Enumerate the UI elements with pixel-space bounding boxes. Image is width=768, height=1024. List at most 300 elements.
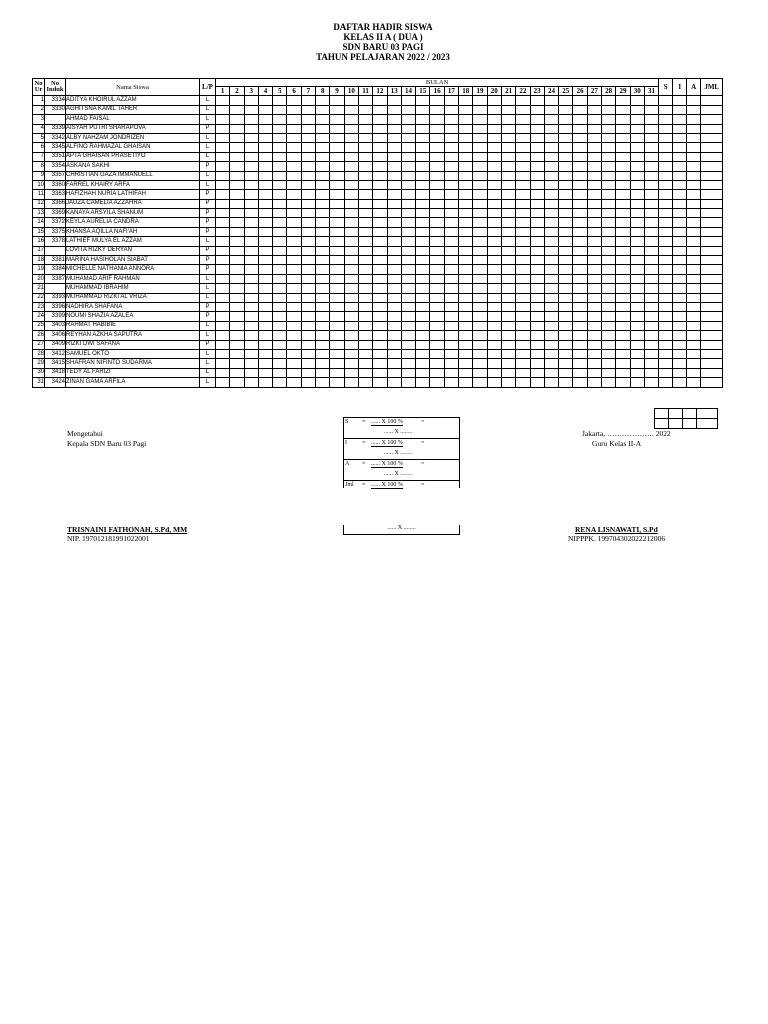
attendance-cell bbox=[301, 359, 315, 368]
day-header: 27 bbox=[587, 87, 601, 96]
attendance-cell bbox=[644, 256, 658, 265]
attendance-cell bbox=[287, 209, 301, 218]
total-count-cell bbox=[701, 237, 723, 246]
attendance-cell bbox=[559, 274, 573, 283]
attendance-cell bbox=[530, 105, 544, 114]
attendance-cell bbox=[587, 312, 601, 321]
attendance-cell bbox=[230, 321, 244, 330]
total-count-cell bbox=[701, 368, 723, 377]
student-induk: 3381 bbox=[45, 256, 66, 265]
attendance-cell bbox=[630, 265, 644, 274]
attendance-cell bbox=[344, 96, 358, 105]
attendance-cell bbox=[344, 227, 358, 236]
table-row bbox=[33, 378, 723, 387]
attendance-cell bbox=[487, 237, 501, 246]
attendance-cell bbox=[216, 237, 230, 246]
student-induk bbox=[45, 284, 66, 293]
absent-count-cell bbox=[687, 115, 701, 124]
attendance-cell bbox=[344, 143, 358, 152]
attendance-cell bbox=[644, 133, 658, 142]
attendance-cell bbox=[473, 246, 487, 255]
attendance-cell bbox=[430, 284, 444, 293]
attendance-cell bbox=[444, 105, 458, 114]
student-gender: P bbox=[200, 218, 216, 227]
attendance-cell bbox=[301, 293, 315, 302]
attendance-cell bbox=[487, 274, 501, 283]
attendance-cell bbox=[316, 199, 330, 208]
absent-count-cell bbox=[687, 227, 701, 236]
attendance-cell bbox=[530, 256, 544, 265]
attendance-cell bbox=[559, 171, 573, 180]
attendance-cell bbox=[230, 349, 244, 358]
attendance-cell bbox=[530, 331, 544, 340]
attendance-cell bbox=[516, 96, 530, 105]
attendance-cell bbox=[516, 359, 530, 368]
attendance-cell bbox=[444, 133, 458, 142]
attendance-cell bbox=[459, 227, 473, 236]
student-name: SHAFRAN NIFINTO SUDARMA bbox=[66, 359, 200, 368]
attendance-cell bbox=[401, 199, 415, 208]
attendance-cell bbox=[459, 218, 473, 227]
attendance-cell bbox=[487, 209, 501, 218]
attendance-cell bbox=[330, 368, 344, 377]
attendance-cell bbox=[459, 180, 473, 189]
attendance-cell bbox=[487, 368, 501, 377]
attendance-cell bbox=[473, 237, 487, 246]
attendance-cell bbox=[244, 133, 258, 142]
attendance-cell bbox=[430, 349, 444, 358]
table-row bbox=[33, 180, 723, 189]
permit-count-cell bbox=[673, 115, 687, 124]
attendance-cell bbox=[430, 105, 444, 114]
attendance-cell bbox=[602, 246, 616, 255]
attendance-cell bbox=[459, 152, 473, 161]
attendance-cell bbox=[501, 274, 515, 283]
attendance-cell bbox=[602, 256, 616, 265]
student-name: NADHIRA SHAFANA bbox=[66, 302, 200, 311]
attendance-cell bbox=[559, 256, 573, 265]
sick-count-cell bbox=[659, 96, 673, 105]
attendance-cell bbox=[587, 218, 601, 227]
permit-count-cell bbox=[673, 152, 687, 161]
totals-blank-rows bbox=[654, 408, 718, 429]
attendance-cell bbox=[459, 331, 473, 340]
attendance-cell bbox=[258, 227, 272, 236]
table-row bbox=[33, 265, 723, 274]
attendance-cell bbox=[644, 331, 658, 340]
sick-count-cell bbox=[659, 368, 673, 377]
attendance-cell bbox=[501, 293, 515, 302]
attendance-cell bbox=[244, 340, 258, 349]
student-number: 1 bbox=[33, 96, 45, 105]
student-name: MUHAMAD ARIF RAHMAN bbox=[66, 274, 200, 283]
attendance-cell bbox=[273, 340, 287, 349]
attendance-cell bbox=[602, 368, 616, 377]
absent-count-cell bbox=[687, 152, 701, 161]
sick-count-cell bbox=[659, 124, 673, 133]
attendance-cell bbox=[559, 96, 573, 105]
attendance-cell bbox=[573, 199, 587, 208]
attendance-cell bbox=[287, 152, 301, 161]
attendance-cell bbox=[416, 190, 430, 199]
attendance-cell bbox=[573, 293, 587, 302]
attendance-cell bbox=[344, 105, 358, 114]
attendance-cell bbox=[316, 340, 330, 349]
student-name: AHMAD FAISAL bbox=[66, 115, 200, 124]
sick-count-cell bbox=[659, 190, 673, 199]
attendance-cell bbox=[273, 293, 287, 302]
absent-count-cell bbox=[687, 96, 701, 105]
table-row bbox=[33, 218, 723, 227]
attendance-cell bbox=[330, 227, 344, 236]
permit-count-cell bbox=[673, 143, 687, 152]
attendance-cell bbox=[530, 378, 544, 387]
attendance-cell bbox=[644, 115, 658, 124]
attendance-cell bbox=[230, 378, 244, 387]
attendance-cell bbox=[587, 237, 601, 246]
attendance-cell bbox=[630, 171, 644, 180]
attendance-cell bbox=[416, 96, 430, 105]
permit-count-cell bbox=[673, 209, 687, 218]
attendance-cell bbox=[301, 124, 315, 133]
attendance-cell bbox=[373, 180, 387, 189]
attendance-cell bbox=[459, 265, 473, 274]
attendance-cell bbox=[216, 265, 230, 274]
sick-count-cell bbox=[659, 293, 673, 302]
attendance-cell bbox=[387, 302, 401, 311]
attendance-cell bbox=[487, 227, 501, 236]
student-induk: 3412 bbox=[45, 349, 66, 358]
day-header: 3 bbox=[244, 87, 258, 96]
day-header: 10 bbox=[344, 87, 358, 96]
attendance-cell bbox=[444, 256, 458, 265]
attendance-cell bbox=[430, 124, 444, 133]
attendance-cell bbox=[258, 96, 272, 105]
right-sign-nip: NIPPPK. 199704302022212006 bbox=[568, 534, 666, 543]
attendance-cell bbox=[387, 274, 401, 283]
total-count-cell bbox=[701, 105, 723, 114]
formula-den: ...... X ........ bbox=[384, 450, 413, 456]
attendance-cell bbox=[644, 124, 658, 133]
total-count-cell bbox=[701, 133, 723, 142]
attendance-cell bbox=[287, 302, 301, 311]
title-line-4: TAHUN PELAJARAN 2022 / 2023 bbox=[316, 52, 450, 62]
attendance-cell bbox=[559, 246, 573, 255]
student-number: 26 bbox=[33, 331, 45, 340]
attendance-cell bbox=[373, 368, 387, 377]
attendance-cell bbox=[373, 302, 387, 311]
attendance-cell bbox=[230, 284, 244, 293]
student-induk: 3403 bbox=[45, 321, 66, 330]
attendance-cell bbox=[330, 218, 344, 227]
attendance-cell bbox=[273, 265, 287, 274]
student-gender: L bbox=[200, 293, 216, 302]
attendance-cell bbox=[358, 199, 372, 208]
student-name: LOVITA RIZKY DERYAN bbox=[66, 246, 200, 255]
attendance-cell bbox=[430, 218, 444, 227]
attendance-cell bbox=[230, 190, 244, 199]
attendance-cell bbox=[573, 190, 587, 199]
attendance-cell bbox=[287, 359, 301, 368]
day-header: 29 bbox=[616, 87, 630, 96]
day-header: 1 bbox=[216, 87, 230, 96]
attendance-cell bbox=[273, 302, 287, 311]
attendance-cell bbox=[444, 284, 458, 293]
student-gender: L bbox=[200, 237, 216, 246]
attendance-cell bbox=[301, 340, 315, 349]
absent-count-cell bbox=[687, 171, 701, 180]
student-gender: L bbox=[200, 115, 216, 124]
attendance-cell bbox=[616, 340, 630, 349]
attendance-cell bbox=[544, 274, 558, 283]
sick-count-cell bbox=[659, 349, 673, 358]
attendance-cell bbox=[344, 115, 358, 124]
day-header: 13 bbox=[387, 87, 401, 96]
attendance-cell bbox=[287, 105, 301, 114]
student-name: ALFINO RAHMAZAL GHAISAN bbox=[66, 143, 200, 152]
attendance-cell bbox=[616, 331, 630, 340]
attendance-cell bbox=[330, 312, 344, 321]
attendance-cell bbox=[416, 284, 430, 293]
attendance-cell bbox=[644, 180, 658, 189]
attendance-cell bbox=[273, 180, 287, 189]
attendance-cell bbox=[216, 227, 230, 236]
attendance-cell bbox=[587, 124, 601, 133]
attendance-cell bbox=[430, 321, 444, 330]
attendance-cell bbox=[616, 265, 630, 274]
attendance-cell bbox=[287, 265, 301, 274]
attendance-cell bbox=[559, 124, 573, 133]
attendance-cell bbox=[459, 162, 473, 171]
attendance-cell bbox=[501, 284, 515, 293]
student-gender: L bbox=[200, 133, 216, 142]
left-sign-nip: NIP. 197012181991022001 bbox=[67, 534, 150, 543]
attendance-cell bbox=[273, 349, 287, 358]
attendance-cell bbox=[587, 256, 601, 265]
attendance-cell bbox=[473, 190, 487, 199]
attendance-cell bbox=[216, 218, 230, 227]
attendance-cell bbox=[344, 162, 358, 171]
attendance-cell bbox=[401, 143, 415, 152]
attendance-cell bbox=[602, 199, 616, 208]
attendance-cell bbox=[287, 256, 301, 265]
sick-count-cell bbox=[659, 265, 673, 274]
attendance-cell bbox=[616, 378, 630, 387]
attendance-cell bbox=[430, 378, 444, 387]
attendance-cell bbox=[358, 115, 372, 124]
attendance-cell bbox=[330, 302, 344, 311]
permit-count-cell bbox=[673, 331, 687, 340]
attendance-cell bbox=[230, 105, 244, 114]
attendance-cell bbox=[258, 368, 272, 377]
attendance-cell bbox=[644, 302, 658, 311]
attendance-cell bbox=[273, 143, 287, 152]
attendance-cell bbox=[602, 171, 616, 180]
attendance-cell bbox=[444, 124, 458, 133]
total-count-cell bbox=[701, 265, 723, 274]
attendance-cell bbox=[501, 302, 515, 311]
attendance-cell bbox=[630, 180, 644, 189]
attendance-cell bbox=[287, 368, 301, 377]
attendance-cell bbox=[301, 368, 315, 377]
attendance-cell bbox=[516, 190, 530, 199]
sick-count-cell bbox=[659, 115, 673, 124]
attendance-cell bbox=[501, 209, 515, 218]
sick-count-cell bbox=[659, 152, 673, 161]
attendance-cell bbox=[473, 331, 487, 340]
attendance-cell bbox=[587, 115, 601, 124]
attendance-cell bbox=[430, 133, 444, 142]
attendance-cell bbox=[416, 246, 430, 255]
attendance-cell bbox=[459, 284, 473, 293]
attendance-cell bbox=[444, 359, 458, 368]
absent-count-cell bbox=[687, 293, 701, 302]
attendance-cell bbox=[587, 293, 601, 302]
student-gender: L bbox=[200, 331, 216, 340]
attendance-cell bbox=[487, 199, 501, 208]
attendance-cell bbox=[316, 209, 330, 218]
attendance-cell bbox=[373, 378, 387, 387]
attendance-cell bbox=[358, 340, 372, 349]
attendance-cell bbox=[244, 105, 258, 114]
attendance-cell bbox=[444, 227, 458, 236]
attendance-cell bbox=[487, 105, 501, 114]
attendance-cell bbox=[230, 143, 244, 152]
attendance-cell bbox=[473, 378, 487, 387]
student-number: 8 bbox=[33, 162, 45, 171]
attendance-cell bbox=[387, 96, 401, 105]
col-induk-header: No Induk bbox=[45, 79, 66, 96]
attendance-cell bbox=[316, 133, 330, 142]
attendance-cell bbox=[616, 199, 630, 208]
attendance-cell bbox=[387, 171, 401, 180]
attendance-cell bbox=[216, 115, 230, 124]
attendance-cell bbox=[416, 180, 430, 189]
attendance-cell bbox=[530, 340, 544, 349]
sick-count-cell bbox=[659, 105, 673, 114]
attendance-cell bbox=[273, 218, 287, 227]
attendance-cell bbox=[430, 302, 444, 311]
attendance-cell bbox=[387, 115, 401, 124]
attendance-cell bbox=[516, 115, 530, 124]
student-number: 23 bbox=[33, 302, 45, 311]
attendance-cell bbox=[501, 246, 515, 255]
attendance-cell bbox=[587, 105, 601, 114]
attendance-cell bbox=[258, 256, 272, 265]
col-a-header: A bbox=[687, 79, 701, 96]
attendance-cell bbox=[573, 237, 587, 246]
attendance-cell bbox=[444, 96, 458, 105]
attendance-cell bbox=[630, 284, 644, 293]
attendance-cell bbox=[301, 96, 315, 105]
attendance-cell bbox=[630, 302, 644, 311]
student-name: LATHIEF MULYA EL AZZAM bbox=[66, 237, 200, 246]
attendance-cell bbox=[373, 246, 387, 255]
attendance-cell bbox=[316, 171, 330, 180]
attendance-cell bbox=[273, 227, 287, 236]
attendance-cell bbox=[559, 378, 573, 387]
attendance-cell bbox=[501, 96, 515, 105]
attendance-cell bbox=[444, 190, 458, 199]
attendance-cell bbox=[487, 340, 501, 349]
permit-count-cell bbox=[673, 246, 687, 255]
attendance-cell bbox=[602, 96, 616, 105]
attendance-cell bbox=[530, 152, 544, 161]
attendance-cell bbox=[373, 143, 387, 152]
attendance-cell bbox=[244, 152, 258, 161]
attendance-cell bbox=[530, 237, 544, 246]
attendance-cell bbox=[287, 133, 301, 142]
attendance-cell bbox=[230, 293, 244, 302]
attendance-cell bbox=[530, 180, 544, 189]
attendance-cell bbox=[516, 124, 530, 133]
col-month-header: BULAN bbox=[216, 79, 659, 87]
attendance-cell bbox=[216, 368, 230, 377]
sick-count-cell bbox=[659, 378, 673, 387]
attendance-cell bbox=[244, 321, 258, 330]
attendance-cell bbox=[216, 209, 230, 218]
attendance-cell bbox=[559, 143, 573, 152]
attendance-cell bbox=[516, 321, 530, 330]
attendance-cell bbox=[559, 265, 573, 274]
attendance-cell bbox=[344, 237, 358, 246]
attendance-cell bbox=[416, 115, 430, 124]
student-gender: L bbox=[200, 274, 216, 283]
left-sign-label-1: Mengetahui bbox=[67, 429, 103, 438]
student-number: 17 bbox=[33, 246, 45, 255]
attendance-cell bbox=[273, 171, 287, 180]
permit-count-cell bbox=[673, 321, 687, 330]
attendance-cell bbox=[344, 265, 358, 274]
attendance-cell bbox=[330, 340, 344, 349]
attendance-cell bbox=[401, 256, 415, 265]
permit-count-cell bbox=[673, 199, 687, 208]
permit-count-cell bbox=[673, 180, 687, 189]
student-name: SAMUEL OKTO bbox=[66, 349, 200, 358]
student-number: 12 bbox=[33, 199, 45, 208]
attendance-cell bbox=[587, 378, 601, 387]
student-induk: 3339 bbox=[45, 124, 66, 133]
attendance-cell bbox=[459, 199, 473, 208]
attendance-cell bbox=[444, 331, 458, 340]
attendance-cell bbox=[287, 237, 301, 246]
attendance-cell bbox=[573, 105, 587, 114]
attendance-cell bbox=[244, 256, 258, 265]
sick-count-cell bbox=[659, 256, 673, 265]
attendance-cell bbox=[430, 340, 444, 349]
attendance-cell bbox=[416, 237, 430, 246]
attendance-cell bbox=[501, 349, 515, 358]
attendance-cell bbox=[501, 321, 515, 330]
attendance-cell bbox=[573, 162, 587, 171]
total-count-cell bbox=[701, 321, 723, 330]
attendance-cell bbox=[358, 246, 372, 255]
permit-count-cell bbox=[673, 368, 687, 377]
attendance-cell bbox=[559, 359, 573, 368]
attendance-cell bbox=[616, 284, 630, 293]
attendance-cell bbox=[644, 199, 658, 208]
attendance-cell bbox=[544, 321, 558, 330]
table-row bbox=[33, 143, 723, 152]
attendance-cell bbox=[301, 190, 315, 199]
attendance-cell bbox=[644, 274, 658, 283]
attendance-cell bbox=[630, 340, 644, 349]
student-name: JAUZA CAMELIA AZZAHRA bbox=[66, 199, 200, 208]
attendance-cell bbox=[559, 115, 573, 124]
attendance-cell bbox=[473, 256, 487, 265]
attendance-cell bbox=[501, 378, 515, 387]
attendance-cell bbox=[301, 162, 315, 171]
